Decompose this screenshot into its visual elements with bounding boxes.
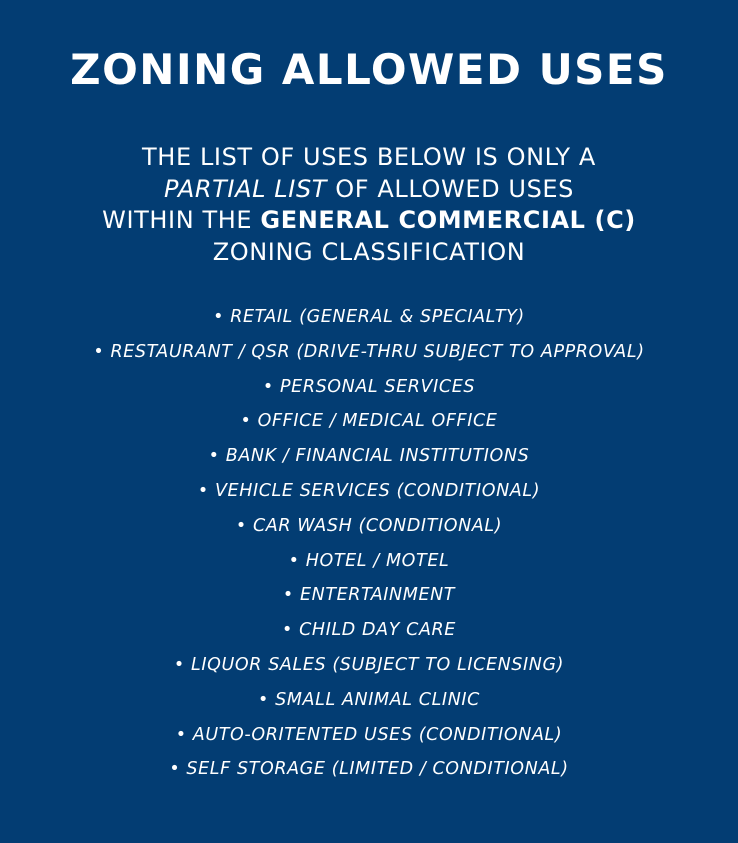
- list-item: • CHILD DAY CARE: [282, 620, 456, 641]
- list-item: • VEHICLE SERVICES (CONDITIONAL): [197, 480, 541, 501]
- intro-text: [0, 142, 738, 268]
- list-item: • SELF STORAGE (LIMITED / CONDITIONAL): [169, 759, 569, 780]
- intro-line-3: [0, 205, 738, 237]
- intro-line-2: [0, 174, 738, 206]
- intro-line-3-prefix: WITHIN THE: [102, 206, 253, 234]
- list-item: • BANK / FINANCIAL INSTITUTIONS: [208, 446, 530, 467]
- list-item: • RESTAURANT / QSR (DRIVE-THRU SUBJECT TO APPROVAL): [93, 341, 645, 362]
- list-item: • ENTERTAINMENT: [282, 585, 456, 606]
- list-item: • AUTO-ORITENTED USES (CONDITIONAL): [175, 724, 563, 745]
- allowed-uses-list: [0, 300, 738, 787]
- intro-line-4: ZONING CLASSIFICATION: [212, 237, 526, 266]
- zoning-class-name: GENERAL COMMERCIAL (C): [260, 206, 636, 234]
- intro-line-2-rest: OF ALLOWED USES: [335, 174, 575, 203]
- list-item: • OFFICE / MEDICAL OFFICE: [240, 411, 498, 432]
- partial-list-emphasis: PARTIAL LIST: [163, 174, 328, 203]
- intro-line-1: THE LIST OF USES BELOW IS ONLY A: [142, 143, 596, 171]
- list-item: • SMALL ANIMAL CLINIC: [258, 689, 480, 710]
- list-item: • CAR WASH (CONDITIONAL): [235, 515, 503, 536]
- list-item: • PERSONAL SERVICES: [262, 376, 476, 397]
- list-item: • HOTEL / MOTEL: [288, 550, 450, 571]
- list-item: • RETAIL (GENERAL & SPECIALTY): [213, 307, 525, 327]
- page-title: ZONING ALLOWED USES: [70, 45, 668, 94]
- list-item: • LIQUOR SALES (SUBJECT TO LICENSING): [173, 654, 565, 675]
